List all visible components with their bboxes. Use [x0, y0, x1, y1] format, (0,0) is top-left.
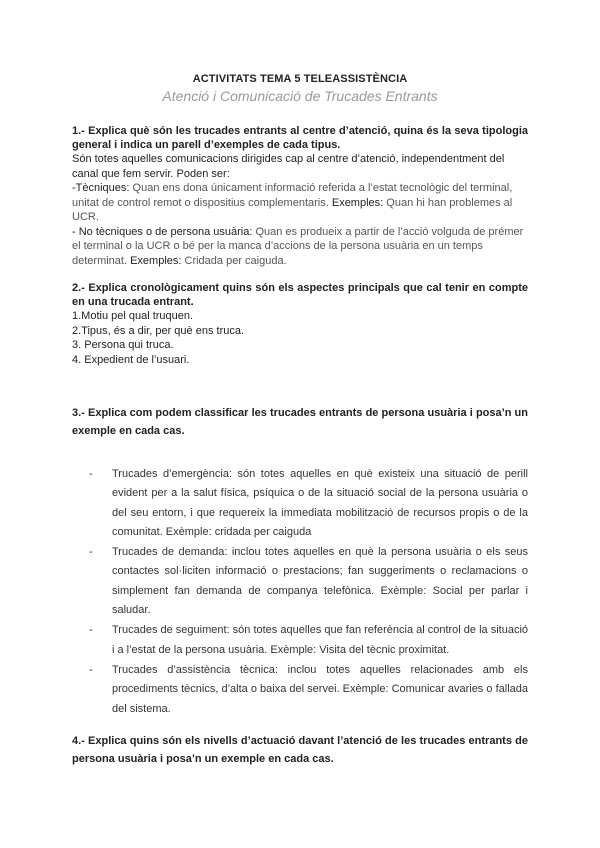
question-4-section: [72, 732, 528, 768]
nontechnical-examples-label: Exemples:: [127, 254, 182, 267]
question-3-heading: 3.- Explica com podem classificar les trucades entrants de persona usuària i posa’n un exemple en cada cas.: [72, 407, 528, 437]
list-item-text: Trucades de seguiment: són totes aquelles que fan referència al control de la situació i a l’estat de la persona usuària. Exèmple: Visita del tècnic proximitat.: [112, 624, 529, 656]
list-item-text: Trucades d’assistència tècnica: inclou totes aquelles relacionades amb els procediments tècnics, d’alta o baixa del servei. Exèmple: Comunicar avaries o fallada del sistema.: [112, 663, 528, 715]
nontechnical-text: Quan es produeix a partir de l’acció volguda de prémer el terminal o la UCR o bé per la manca d’accions de la persona usuària en un temps determinat.: [72, 225, 524, 267]
question-3-list: [72, 465, 528, 719]
question-2-section: [72, 281, 528, 367]
question-1-intro: Són totes aquelles comunicacions dirigides cap al centre d’atenció, independentment del canal que fem servir. Poden ser:: [72, 153, 505, 180]
question-1-heading: 1.- Explica què són les trucades entrants al centre d’atenció, quina és la seva tipologia general i indica un parell d’exemples de cada tipus.: [72, 125, 528, 151]
question-3-section: [72, 404, 528, 719]
technical-examples-label: Exemples:: [328, 196, 384, 209]
bullet-dash: -: [89, 663, 93, 676]
question-1-technical: [72, 181, 528, 225]
technical-text: Quan ens dona únicament informació referida a l’estat tecnològic del terminal, unitat de control remot o dispositius complementaris.: [72, 182, 513, 209]
bullet-dash: -: [89, 468, 93, 480]
bullet-dash: -: [89, 624, 93, 637]
technical-label: -Tècniques:: [72, 182, 130, 194]
list-item: 2.Tipus, és a dir, per què ens truca.: [72, 324, 245, 337]
list-item-text: Trucades de demanda: inclou totes aquelles en què la persona usuària o els seus contactes sol·liciten informació o prestacions; fan suggeriments o reclamacions o simplement fan demanda de companya telefònica. Exèmple: Social per parlar i saludar.: [112, 546, 528, 617]
document-subtitle: Atenció i Comunicació de Trucades Entrants: [162, 88, 438, 104]
bullet-dash: -: [89, 546, 93, 559]
question-2-list: [72, 309, 528, 367]
list-item: [72, 661, 528, 719]
list-item: [72, 621, 528, 660]
nontechnical-label: - No tècniques o de persona usuària:: [72, 225, 253, 238]
question-2-heading: 2.- Explica cronològicament quins són els aspectes principals que cal tenir en compte en una trucada entrant.: [72, 282, 528, 308]
question-4-heading: 4.- Explica quins són els nivells d’actuació davant l’atenció de les trucades entrants de persona usuària i posa’n un exemple en cada cas.: [72, 734, 528, 765]
nontechnical-examples: Cridada per caiguda.: [181, 254, 287, 267]
list-item: 3. Persona qui truca.: [72, 339, 174, 351]
technical-examples: Quan hi han problemes al UCR.: [72, 196, 513, 223]
document-title: ACTIVITATS TEMA 5 TELEASSISTÈNCIA: [192, 73, 408, 85]
list-item: 1.Motiu pel qual truquen.: [72, 310, 194, 322]
question-1-section: [72, 124, 528, 268]
list-item-text: Trucades d’emergència: són totes aquelles en què existeix una situació de perill evident per a la salut física, psíquica o de la situació social de la persona usuària o del seu entorn, i que requereix la immediata mobilització de recursos propis o de la comunitat. Exèmple: cridada per caiguda: [112, 468, 528, 538]
question-1-nontechnical: [72, 225, 528, 269]
list-item: [72, 465, 528, 542]
list-item: [72, 543, 528, 620]
document-header: [72, 72, 528, 105]
list-item: 4. Expedient de l’usuari.: [72, 353, 190, 366]
